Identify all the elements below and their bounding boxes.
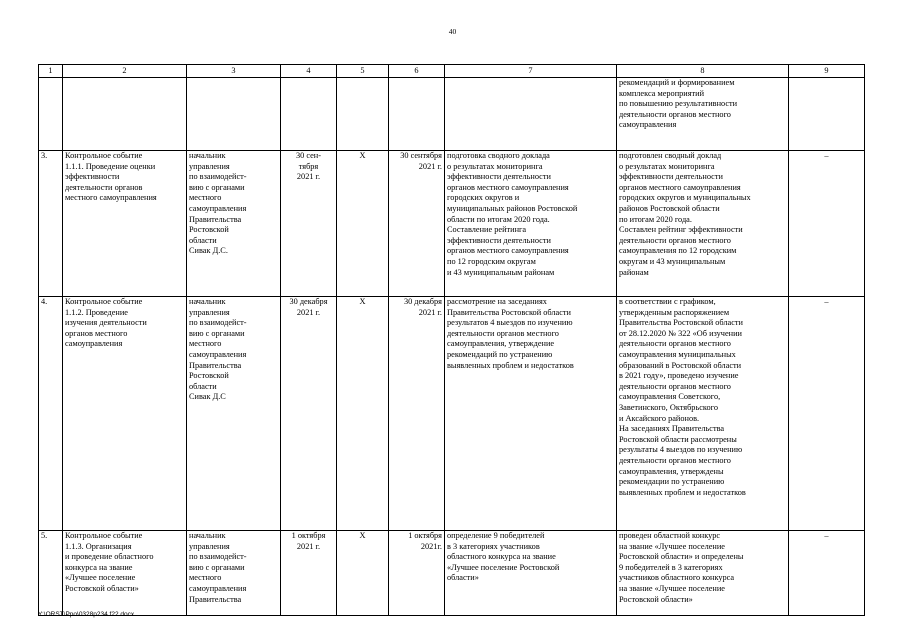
plan-date-cell: 1 октября 2021 г.: [281, 531, 337, 616]
actual-result-cell: в соответствии с графиком, утвержденным распоряжением Правительства Ростовской области от 28.12.2020 № 322 «Об изучении деятельности органов местного самоуправления муниципальных образований в Ростовской области в 2021 году», проведено изучение деятельности органов местного самоуправления Советского, Заветинского, Октябрьского и Аксайского районов. На заседаниях Правительства Ростовской области рассмотрены результаты 4 выездов по изучению деятельности органов местного самоуправления, утверждены рекомендации по устранению выявленных проблем и недостатков: [617, 297, 789, 531]
report-table: [38, 64, 865, 616]
table-row: [39, 78, 865, 151]
mark-cell: Х: [337, 151, 389, 297]
event-cell: Контрольное событие 1.1.1. Проведение оценки эффективности деятельности органов местного самоуправления: [63, 151, 187, 297]
responsible-cell: начальник управления по взаимодейст- вию с органами местного самоуправления Правительства: [187, 531, 281, 616]
row-number: [39, 78, 63, 151]
note-cell: [789, 78, 865, 151]
col-header-5: 5: [337, 65, 389, 78]
col-header-9: 9: [789, 65, 865, 78]
col-header-6: 6: [389, 65, 445, 78]
fact-date-cell: 30 сентября 2021 г.: [389, 151, 445, 297]
responsible-cell: начальник управления по взаимодейст- вию с органами местного самоуправления Правительства Ростовской области Сивак Д.С.: [187, 151, 281, 297]
col-header-3: 3: [187, 65, 281, 78]
file-path-footer: Y:\ORST\Ppo\0328p234.f22.docx: [38, 611, 135, 618]
actual-result-cell: подготовлен сводный доклад о результатах мониторинга эффективности деятельности органов местного самоуправления городских округов и муниципальных районов Ростовской области по итогам 2020 года. Составлен рейтинг эффективности деятельности органов местного самоуправления по 12 городским округам и 43 муниципальным районам: [617, 151, 789, 297]
header-row: [39, 65, 865, 78]
actual-result-cell: рекомендаций и формированием комплекса мероприятий по повышению результативности деятельности органов местного самоуправления: [617, 78, 789, 151]
expected-result-cell: определение 9 победителей в 3 категориях участников областного конкурса на звание «Лучшее поселение Ростовской области»: [445, 531, 617, 616]
row-number: 5.: [39, 531, 63, 616]
row-number: 3.: [39, 151, 63, 297]
expected-result-cell: подготовка сводного доклада о результатах мониторинга эффективности деятельности органов местного самоуправления городских округов и муниципальных районов Ростовской области по итогам 2020 года. Составление рейтинга эффективности деятельности органов местного самоуправления по 12 городским округам и 43 муниципальным районам: [445, 151, 617, 297]
table-row: [39, 151, 865, 297]
fact-date-cell: 30 декабря 2021 г.: [389, 297, 445, 531]
event-cell: Контрольное событие 1.1.2. Проведение изучения деятельности органов местного самоуправления: [63, 297, 187, 531]
col-header-8: 8: [617, 65, 789, 78]
event-cell: Контрольное событие 1.1.3. Организация и проведение областного конкурса на звание «Лучшее поселение Ростовской области»: [63, 531, 187, 616]
responsible-cell: начальник управления по взаимодейст- вию с органами местного самоуправления Правительства Ростовской области Сивак Д.С: [187, 297, 281, 531]
plan-date-cell: 30 сен- тября 2021 г.: [281, 151, 337, 297]
fact-date-cell: [389, 78, 445, 151]
expected-result-cell: рассмотрение на заседаниях Правительства Ростовской области результатов 4 выездов по изучению деятельности органов местного самоуправления, утверждение рекомендаций по устранению выявленных проблем и недостатков: [445, 297, 617, 531]
actual-result-cell: проведен областной конкурс на звание «Лучшее поселение Ростовской области» и определены 9 победителей в 3 категориях участников областного конкурса на звание «Лучшее поселение Ростовской области»: [617, 531, 789, 616]
col-header-2: 2: [63, 65, 187, 78]
col-header-7: 7: [445, 65, 617, 78]
fact-date-cell: 1 октября 2021г.: [389, 531, 445, 616]
expected-result-cell: [445, 78, 617, 151]
page-number: 40: [448, 27, 457, 36]
responsible-cell: [187, 78, 281, 151]
mark-cell: Х: [337, 297, 389, 531]
plan-date-cell: [281, 78, 337, 151]
plan-date-cell: 30 декабря 2021 г.: [281, 297, 337, 531]
mark-cell: Х: [337, 531, 389, 616]
note-cell: –: [789, 531, 865, 616]
table-row: [39, 531, 865, 616]
note-cell: –: [789, 297, 865, 531]
mark-cell: [337, 78, 389, 151]
col-header-4: 4: [281, 65, 337, 78]
event-cell: [63, 78, 187, 151]
note-cell: –: [789, 151, 865, 297]
table-row: [39, 297, 865, 531]
row-number: 4.: [39, 297, 63, 531]
col-header-1: 1: [39, 65, 63, 78]
